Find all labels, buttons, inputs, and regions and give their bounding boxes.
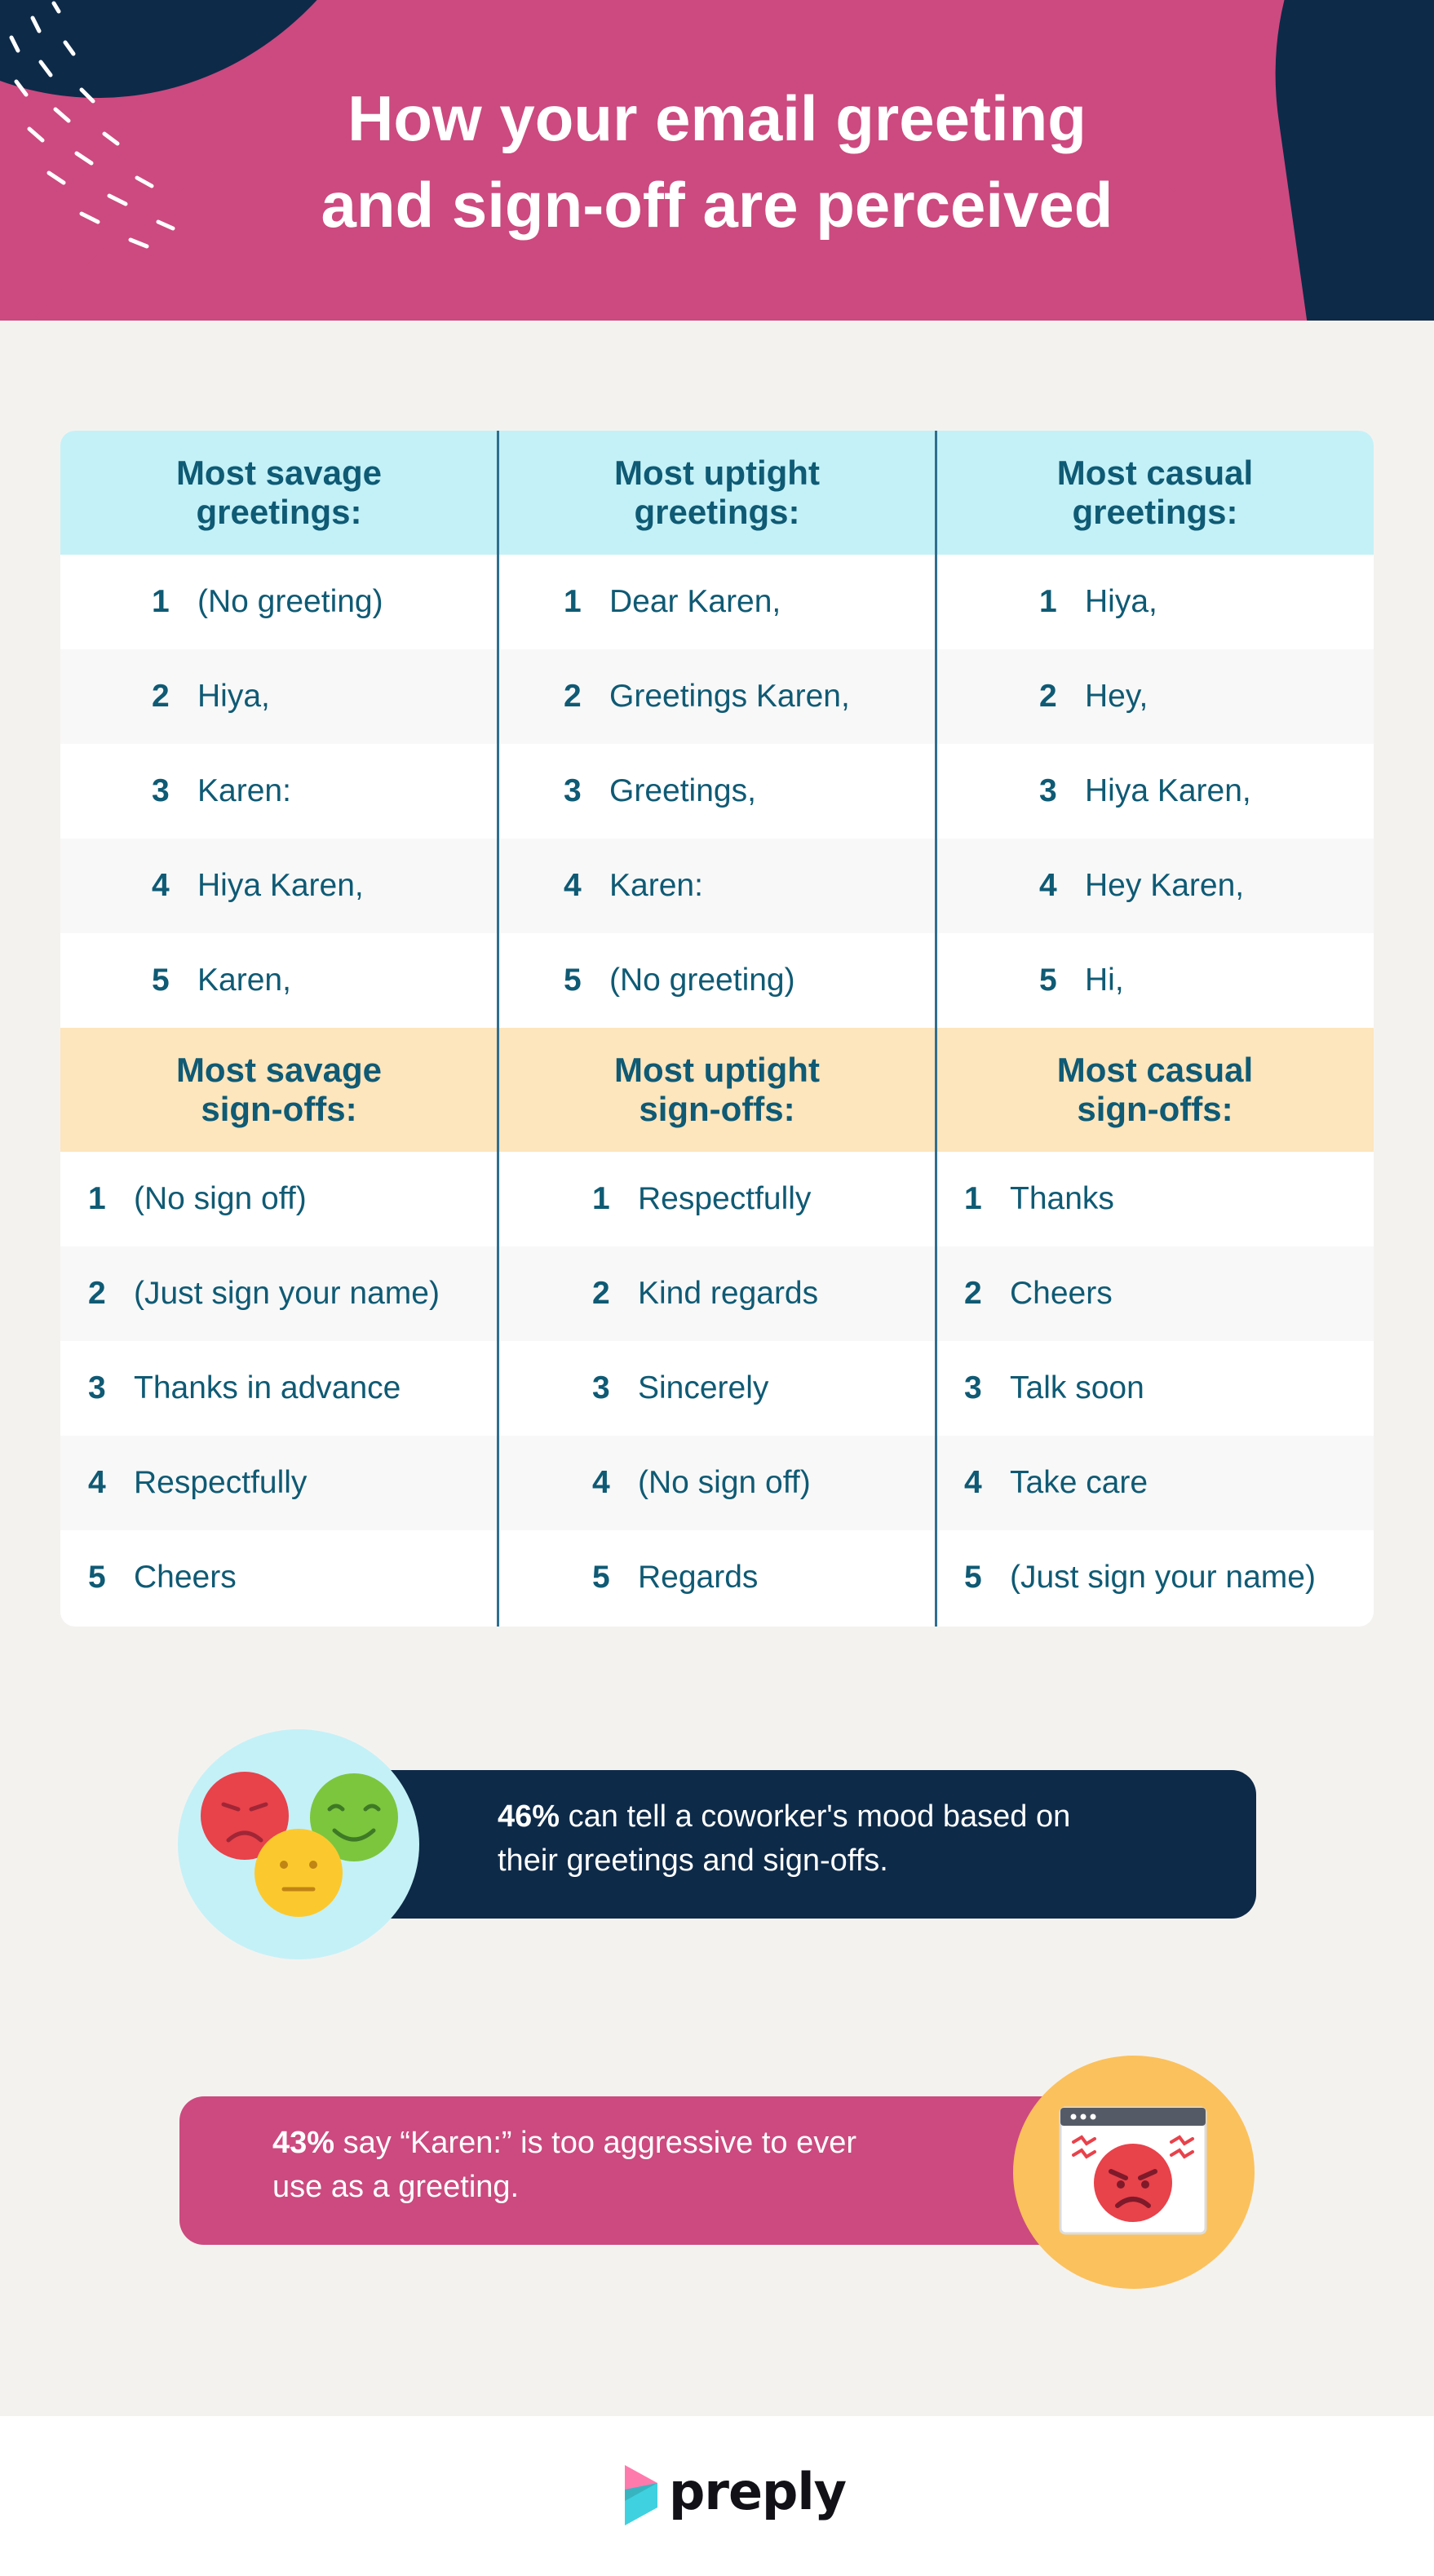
column-heading-casual-signoffs: Most casual sign-offs: [1056, 1051, 1254, 1128]
list-item: 3 Hiya Karen, [1039, 773, 1251, 808]
list-item: 1 (No greeting) [152, 584, 383, 619]
list-item: 3 Sincerely [592, 1370, 769, 1405]
page-title-line-2: and sign-off are perceived [321, 169, 1113, 241]
list-item: 5 Regards [592, 1560, 759, 1595]
list-item: 4 Karen: [564, 868, 703, 903]
stat-text-karen [272, 2121, 1007, 2209]
signoffs-header-row [60, 1028, 1374, 1152]
list-item: 5 (No greeting) [564, 963, 795, 998]
greetings-signoffs-table [60, 431, 1374, 1627]
list-item: 2 Greetings Karen, [564, 679, 850, 714]
column-divider [935, 431, 937, 1627]
list-item: 1 Thanks [964, 1181, 1114, 1216]
stat-description: say “Karen:” is too aggressive to ever [334, 2126, 857, 2160]
list-item: 1 (No sign off) [88, 1181, 307, 1216]
stat-text-mood [498, 1795, 1215, 1883]
list-item: 3 Thanks in advance [88, 1370, 401, 1405]
list-item: 2 (Just sign your name) [88, 1276, 440, 1311]
angry-face-browser-icon [1057, 2105, 1209, 2240]
preply-logo-icon [623, 2465, 659, 2525]
page-title [0, 75, 1434, 248]
column-heading-savage-greetings: Most savage greetings: [175, 454, 383, 531]
greetings-header-row [60, 431, 1374, 555]
three-mood-faces-icon [199, 1762, 403, 1925]
list-item: 4 Take care [964, 1465, 1149, 1500]
list-item: 2 Kind regards [592, 1276, 819, 1311]
column-heading-uptight-greetings: Most uptight greetings: [614, 454, 820, 531]
stat-description: can tell a coworker's mood based on [560, 1799, 1071, 1834]
list-item: 2 Cheers [964, 1276, 1113, 1311]
list-item: 5 Hi, [1039, 963, 1124, 998]
footer [0, 2416, 1434, 2576]
column-heading-uptight-signoffs: Most uptight sign-offs: [614, 1051, 820, 1128]
stat-description-line-2: their greetings and sign-offs. [498, 1843, 888, 1878]
list-item: 3 Talk soon [964, 1370, 1144, 1405]
list-item: 4 (No sign off) [592, 1465, 811, 1500]
list-item: 4 Hey Karen, [1039, 868, 1245, 903]
column-divider [497, 431, 499, 1627]
list-item: 1 Dear Karen, [564, 584, 781, 619]
header-banner [0, 0, 1434, 321]
list-item: 2 Hey, [1039, 679, 1149, 714]
stat-description-line-2: use as a greeting. [272, 2170, 520, 2204]
list-item: 1 Respectfully [592, 1181, 812, 1216]
list-item: 5 Cheers [88, 1560, 237, 1595]
list-item: 3 Greetings, [564, 773, 756, 808]
stat-value: 46% [498, 1799, 560, 1834]
preply-logo-text: preply [669, 2462, 847, 2521]
stat-value: 43% [272, 2126, 335, 2160]
list-item: 3 Karen: [152, 773, 291, 808]
column-heading-savage-signoffs: Most savage sign-offs: [175, 1051, 383, 1128]
page-title-line-1: How your email greeting [347, 82, 1087, 154]
list-item: 2 Hiya, [152, 679, 270, 714]
list-item: 4 Respectfully [88, 1465, 308, 1500]
list-item: 1 Hiya, [1039, 584, 1157, 619]
list-item: 5 Karen, [152, 963, 291, 998]
list-item: 5 (Just sign your name) [964, 1560, 1316, 1595]
column-heading-casual-greetings: Most casual greetings: [1056, 454, 1254, 531]
list-item: 4 Hiya Karen, [152, 868, 364, 903]
